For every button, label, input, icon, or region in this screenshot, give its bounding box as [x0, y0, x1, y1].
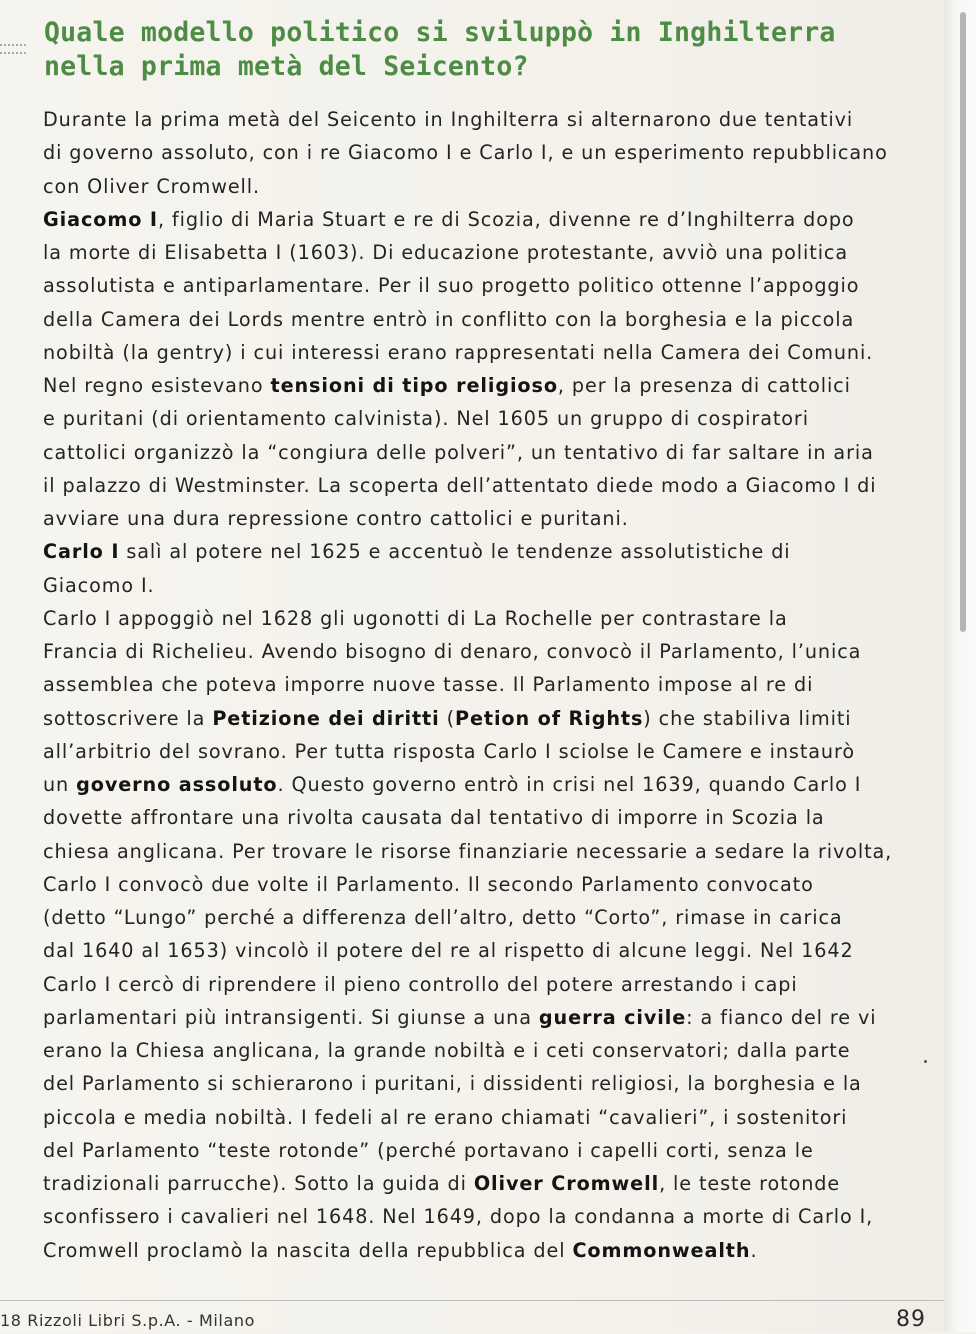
text-segment: erano la Chiesa anglicana, la grande nobiltà e i ceti conservatori; dalla parte [43, 1039, 851, 1062]
margin-mark [0, 44, 26, 54]
paper-speck [924, 1060, 927, 1063]
text-line [43, 1067, 933, 1100]
text-segment: sconfissero i cavalieri nel 1648. Nel 1649, dopo la condanna a morte di Carlo I, [43, 1205, 874, 1229]
text-line [43, 203, 933, 236]
text-segment: dovette affrontare una rivolta causata dal tentativo di imporre in Scozia la [43, 806, 825, 830]
text-line [43, 269, 933, 302]
bold-term: tensioni di tipo religioso [270, 374, 558, 397]
text-segment: , le teste rotonde [659, 1172, 841, 1195]
text-line [43, 702, 933, 735]
text-line [43, 103, 933, 136]
text-segment: del Parlamento si schierarono i puritani, i dissidenti religiosi, la borghesia e la [43, 1072, 862, 1096]
text-line [43, 768, 933, 801]
text-segment: assemblea che poteva imporre nuove tasse. Il Parlamento impose al re di [43, 673, 814, 697]
scrollbar[interactable] [958, 12, 968, 632]
bold-term: guerra civile [538, 1005, 687, 1029]
title-line-2: nella prima metà del Seicento? [44, 51, 529, 82]
text-segment: ) che stabiliva limiti [643, 706, 852, 730]
text-segment: il palazzo di Westminster. La scoperta dell’attentato diede modo a Giacomo I di [43, 473, 877, 497]
text-segment: ( [439, 706, 455, 730]
text-line [43, 735, 933, 768]
text-segment: cattolici organizzò la “congiura delle polveri”, un tentativo di far saltare in aria [43, 440, 874, 464]
text-segment: nobiltà (la gentry) i cui interessi erano rappresentati nella Camera dei Comuni. [43, 340, 874, 364]
text-segment: Carlo I appoggiò nel 1628 gli ugonotti di La Rochelle per contrastare la [43, 606, 788, 630]
text-segment: piccola e media nobiltà. I fedeli al re erano chiamati “cavalieri”, i sostenitori [43, 1105, 848, 1129]
text-segment: all’arbitrio del sovrano. Per tutta risposta Carlo I sciolse le Camere e instaurò [43, 739, 855, 763]
text-segment: di governo assoluto, con i re Giacomo I e Carlo I, e un esperimento repubblicano [43, 141, 888, 165]
bold-term: Petizione dei diritti [212, 706, 440, 730]
text-segment: un [43, 773, 77, 796]
text-line [43, 1001, 933, 1034]
text-segment: Carlo I convocò due volte il Parlamento. Il secondo Parlamento convocato [43, 872, 814, 896]
text-line [43, 801, 933, 834]
text-segment: con Oliver Cromwell. [43, 174, 261, 198]
text-segment: la morte di Elisabetta I (1603). Di educazione protestante, avviò una politica [43, 241, 849, 264]
text-line [43, 236, 933, 269]
text-line [43, 535, 933, 568]
text-segment: tradizionali parrucche). Sotto la guida di [43, 1172, 474, 1195]
text-line [43, 436, 933, 469]
text-segment: della Camera dei Lords mentre entrò in conflitto con la borghesia e la piccola [43, 307, 855, 331]
text-line [43, 668, 933, 701]
text-segment: (detto “Lungo” perché a differenza dell’altro, detto “Corto”, rimase in carica [43, 906, 843, 929]
text-segment: . Questo governo entrò in crisi nel 1639, quando Carlo I [277, 773, 862, 796]
text-segment: del Parlamento “teste rotonde” (perché portavano i capelli corti, senza le [43, 1138, 814, 1162]
page-title [44, 16, 836, 84]
publisher-credit: 18 Rizzoli Libri S.p.A. - Milano [0, 1311, 256, 1330]
text-segment: assolutista e antiparlamentare. Per il suo progetto politico ottenne l’appoggio [43, 274, 860, 298]
text-segment: . [750, 1238, 758, 1262]
text-segment: avviare una dura repressione contro cattolici e puritani. [43, 507, 629, 530]
text-line [43, 402, 933, 435]
text-line [43, 1134, 933, 1167]
text-line [43, 170, 933, 203]
text-segment: Carlo I cercò di riprendere il pieno controllo del potere arrestando i capi [43, 972, 798, 996]
page-number: 89 [896, 1307, 926, 1332]
bold-term: Petion of Rights [455, 706, 644, 730]
text-line [43, 1234, 933, 1267]
text-segment: , figlio di Maria Stuart e re di Scozia, divenne re d’Inghilterra dopo [157, 207, 855, 231]
bold-term: Carlo I [43, 540, 120, 564]
text-line [43, 1200, 933, 1233]
text-segment: e puritani (di orientamento calvinista). Nel 1605 un gruppo di cospiratori [43, 407, 809, 431]
text-line [43, 303, 933, 336]
text-segment: Durante la prima metà del Seicento in Inghilterra si alternarono due tentativi [43, 108, 854, 131]
bold-term: governo assoluto [76, 773, 278, 796]
text-segment: Giacomo I. [43, 573, 155, 597]
text-line [43, 901, 933, 934]
body-text [43, 103, 933, 1267]
scrollbar-thumb[interactable] [960, 12, 966, 632]
text-line [43, 968, 933, 1001]
text-segment: Cromwell proclamò la nascita della repubblica del [43, 1238, 573, 1262]
text-line [43, 369, 933, 402]
text-line [43, 569, 933, 602]
text-segment: dal 1640 al 1653) vincolò il potere del re al rispetto di alcune leggi. Nel 1642 [43, 939, 854, 963]
footer-divider [0, 1300, 944, 1301]
text-segment: parlamentari più intransigenti. Si giunse a una [43, 1005, 539, 1029]
text-segment: : a fianco del re vi [686, 1005, 877, 1029]
text-segment: Nel regno esistevano [43, 374, 271, 397]
text-line [43, 602, 933, 635]
text-line [43, 336, 933, 369]
text-line [43, 835, 933, 868]
text-line [43, 1034, 933, 1067]
text-line [43, 1167, 933, 1200]
title-line-1: Quale modello politico si sviluppò in Inghilterra [44, 17, 836, 48]
text-line [43, 868, 933, 901]
text-segment: chiesa anglicana. Per trovare le risorse finanziarie necessarie a sedare la rivolta, [43, 839, 893, 863]
text-line [43, 469, 933, 502]
text-segment: , per la presenza di cattolici [557, 374, 851, 397]
text-line [43, 136, 933, 169]
text-line [43, 1101, 933, 1134]
text-line [43, 635, 933, 668]
text-segment: Francia di Richelieu. Avendo bisogno di denaro, convocò il Parlamento, l’unica [43, 640, 862, 663]
text-segment: sottoscrivere la [43, 706, 213, 730]
bold-term: Giacomo I [43, 207, 158, 231]
text-segment: salì al potere nel 1625 e accentuò le tendenze assolutistiche di [119, 540, 791, 564]
bold-term: Commonwealth [572, 1238, 751, 1262]
bold-term: Oliver Cromwell [473, 1172, 660, 1195]
text-line [43, 502, 933, 535]
text-line [43, 934, 933, 967]
